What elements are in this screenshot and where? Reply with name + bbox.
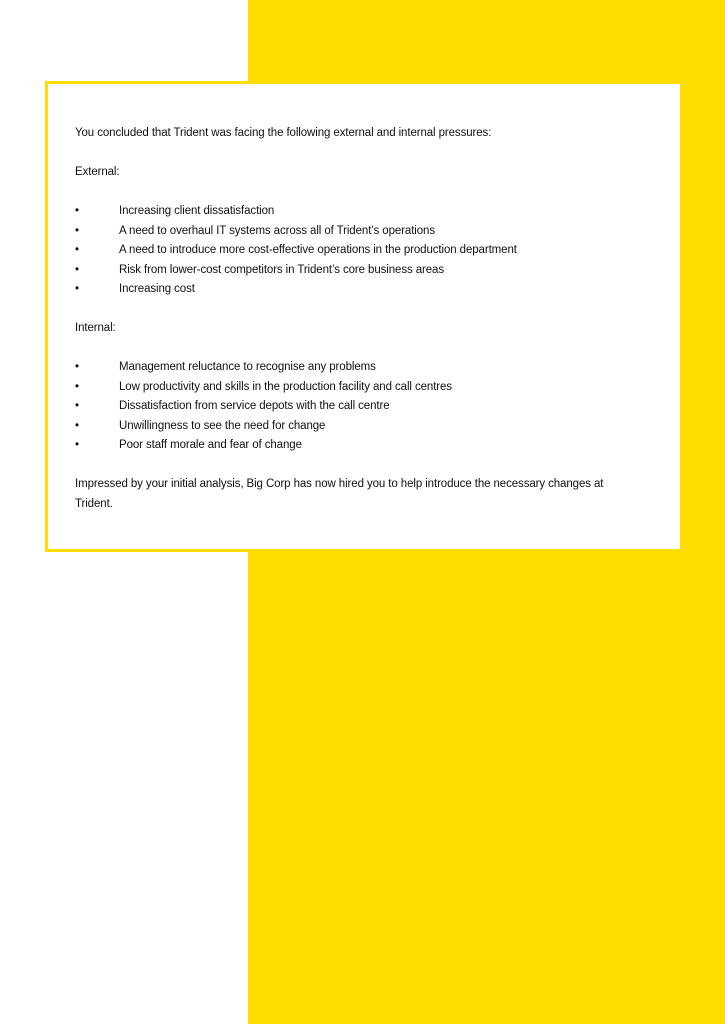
list-item: [75, 358, 635, 378]
list-item-text: Management reluctance to recognise any problems: [119, 361, 376, 373]
external-heading: External:: [75, 166, 120, 178]
list-item: [75, 417, 635, 437]
list-item-text: A need to introduce more cost-effective operations in the production department: [119, 244, 517, 256]
list-item: [75, 397, 635, 417]
bullet-icon: •: [75, 380, 79, 393]
list-item: [75, 241, 635, 261]
external-pressures-list: [75, 202, 635, 300]
bullet-icon: •: [75, 283, 79, 295]
bullet-icon: •: [75, 244, 79, 256]
list-item: [75, 202, 635, 222]
list-item-text: Increasing cost: [119, 283, 195, 295]
intro-paragraph: You concluded that Trident was facing the following external and internal pressures:: [75, 127, 492, 139]
list-item: [75, 222, 635, 242]
bullet-icon: •: [75, 400, 79, 412]
conclusion-paragraph: Impressed by your initial analysis, Big Corp has now hired you to help introduce the necessary changes at Trident.: [75, 478, 604, 510]
list-item-text: Unwillingness to see the need for change: [119, 419, 326, 432]
bullet-icon: •: [75, 419, 79, 432]
document-text: [75, 124, 635, 514]
internal-pressures-list: [75, 358, 635, 456]
bullet-icon: •: [75, 361, 79, 373]
list-item-text: Dissatisfaction from service depots with the call centre: [119, 400, 390, 412]
list-item-text: Risk from lower-cost competitors in Trident’s core business areas: [119, 263, 444, 276]
bullet-icon: •: [75, 224, 79, 237]
content-box: [45, 81, 680, 552]
list-item: [75, 261, 635, 281]
list-item: [75, 378, 635, 398]
bullet-icon: •: [75, 205, 79, 217]
list-item-text: Poor staff morale and fear of change: [119, 439, 302, 451]
list-item: [75, 436, 635, 456]
list-item-text: Low productivity and skills in the production facility and call centres: [119, 380, 452, 393]
bullet-icon: •: [75, 263, 79, 276]
bullet-icon: •: [75, 439, 79, 451]
internal-heading: Internal:: [75, 322, 116, 334]
list-item-text: A need to overhaul IT systems across all of Trident’s operations: [119, 224, 435, 237]
list-item-text: Increasing client dissatisfaction: [119, 205, 275, 217]
list-item: [75, 280, 635, 300]
